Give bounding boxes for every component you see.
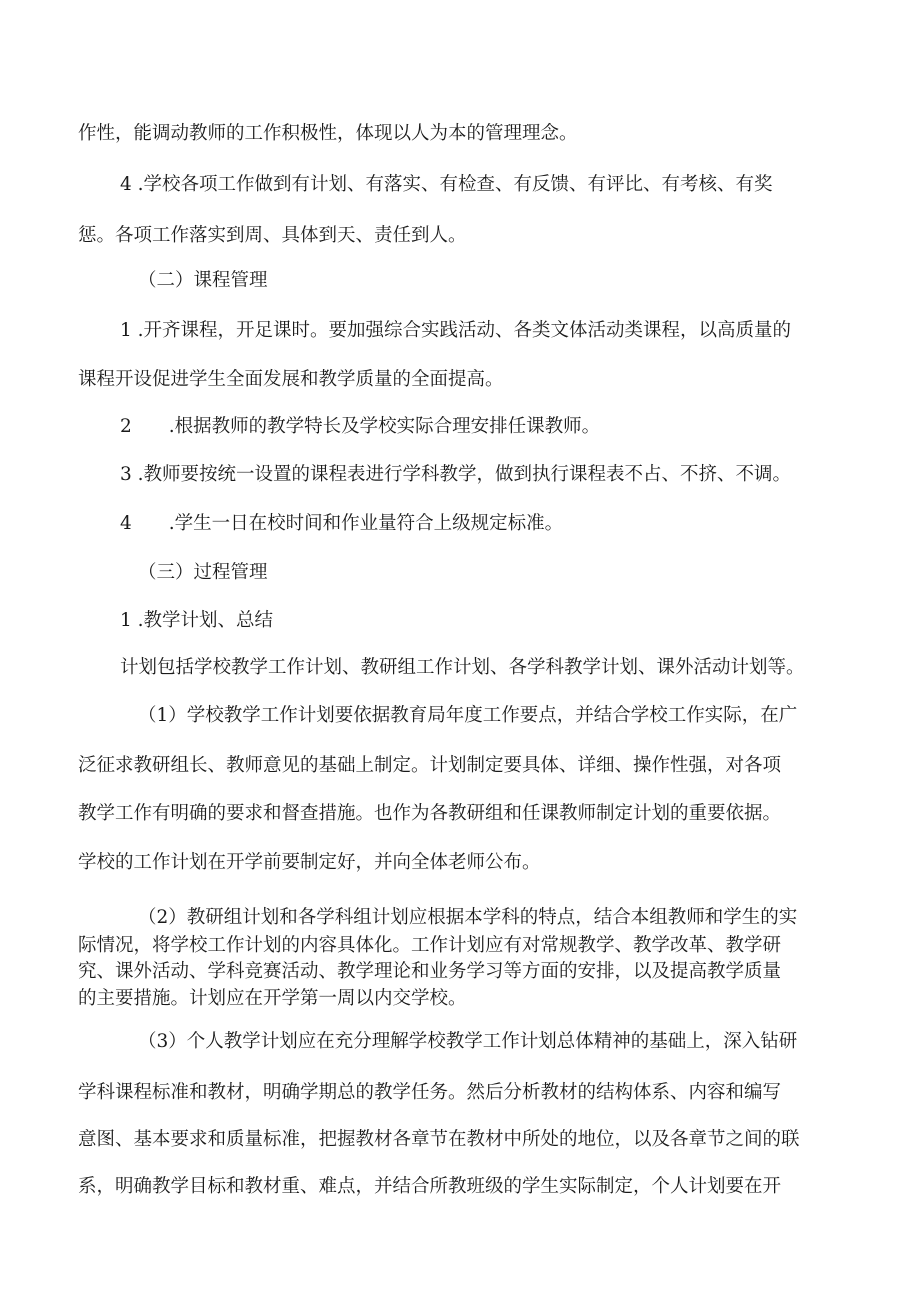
- text-line: （1）学校教学工作计划要依据教育局年度工作要点，并结合学校工作实际，在广: [138, 705, 798, 726]
- text-line: 2 .根据教师的教学特长及学校实际合理安排任课教师。: [120, 416, 601, 437]
- text-line: 泛征求教研组长、教师意见的基础上制定。计划制定要具体、详细、操作性强，对各项: [78, 755, 782, 776]
- text-line: 学科课程标准和教材，明确学期总的教学任务。然后分析教材的结构体系、内容和编写: [78, 1082, 782, 1103]
- text-line: 惩。各项工作落实到周、具体到天、责任到人。: [78, 225, 467, 246]
- text-line: 计划包括学校教学工作计划、教研组工作计划、各学科教学计划、课外活动计划等。: [120, 657, 805, 678]
- text-line: 际情况，将学校工作计划的内容具体化。工作计划应有对常规教学、教学改革、教学研: [78, 935, 782, 956]
- text-line: 学校的工作计划在开学前要制定好，并向全体老师公布。: [78, 852, 541, 873]
- text-line: （3）个人教学计划应在充分理解学校教学工作计划总体精神的基础上，深入钻研: [138, 1031, 798, 1052]
- text-line: 作性，能调动教师的工作积极性，体现以人为本的管理理念。: [78, 123, 578, 144]
- text-line: 3 .教师要按统一设置的课程表进行学科教学，做到执行课程表不占、不挤、不调。: [120, 464, 792, 485]
- text-line: 4 .学校各项工作做到有计划、有落实、有检查、有反馈、有评比、有考核、有奖: [120, 174, 773, 195]
- text-line: 教学工作有明确的要求和督查措施。也作为各教研组和任课教师制定计划的重要依据。: [78, 803, 782, 824]
- text-line: 4 .学生一日在校时间和作业量符合上级规定标准。: [120, 513, 564, 534]
- section-heading: （三）过程管理: [138, 562, 268, 583]
- text-line: 的主要措施。计划应在开学第一周以内交学校。: [78, 988, 467, 1009]
- text-line: 意图、基本要求和质量标准，把握教材各章节在教材中所处的地位，以及各章节之间的联: [78, 1129, 800, 1150]
- text-line: 究、课外活动、学科竞赛活动、教学理论和业务学习等方面的安排，以及提高教学质量: [78, 961, 782, 982]
- text-line: 课程开设促进学生全面发展和教学质量的全面提高。: [78, 369, 504, 390]
- text-line: （2）教研组计划和各学科组计划应根据本学科的特点，结合本组教师和学生的实: [138, 907, 798, 928]
- text-line: 系，明确教学目标和教材重、难点，并结合所教班级的学生实际制定，个人计划要在开: [78, 1176, 782, 1197]
- section-heading: （二）课程管理: [138, 270, 268, 291]
- text-line: 1 .教学计划、总结: [120, 610, 274, 631]
- text-line: 1 .开齐课程，开足课时。要加强综合实践活动、各类文体活动类课程，以高质量的: [120, 320, 792, 341]
